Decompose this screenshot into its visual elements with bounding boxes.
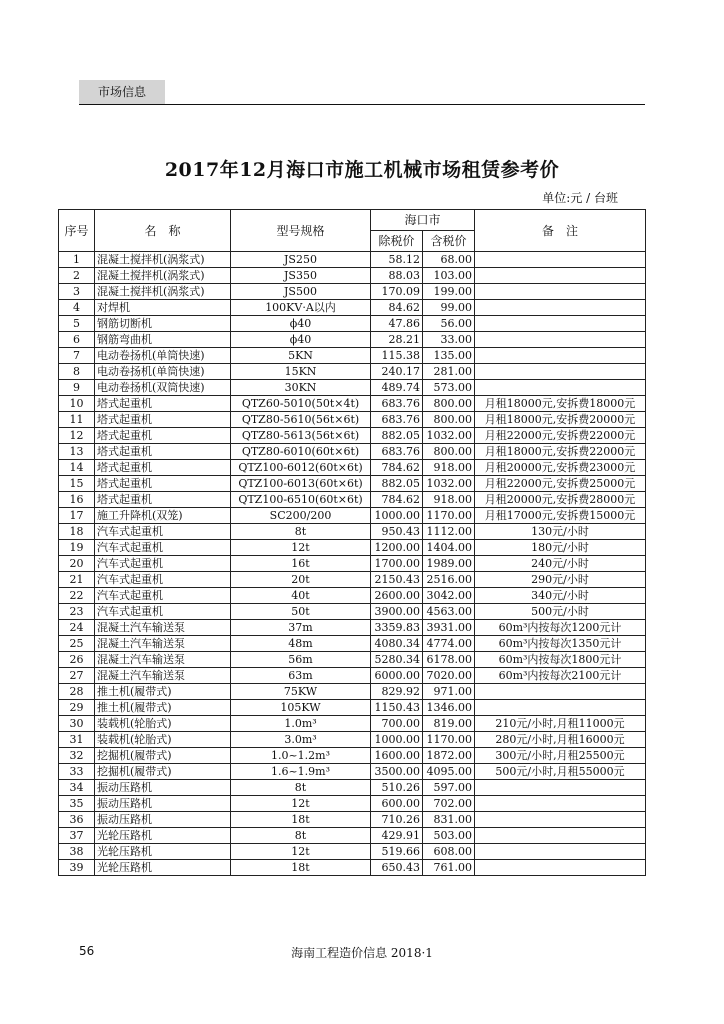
cell-pre-tax: 84.62: [371, 300, 423, 316]
cell-with-tax: 56.00: [423, 316, 475, 332]
cell-with-tax: 761.00: [423, 860, 475, 876]
cell-remark: 月租22000元,安拆费25000元: [475, 476, 646, 492]
cell-name: 汽车式起重机: [95, 604, 231, 620]
header-model: 型号规格: [231, 210, 371, 252]
cell-model: ϕ40: [231, 316, 371, 332]
cell-seq: 18: [59, 524, 95, 540]
cell-with-tax: 800.00: [423, 412, 475, 428]
cell-model: 15KN: [231, 364, 371, 380]
cell-name: 推土机(履带式): [95, 684, 231, 700]
cell-pre-tax: 489.74: [371, 380, 423, 396]
cell-name: 混凝土汽车输送泵: [95, 668, 231, 684]
cell-remark: 月租22000元,安拆费22000元: [475, 428, 646, 444]
table-row: [59, 620, 646, 636]
cell-name: 振动压路机: [95, 812, 231, 828]
cell-seq: 13: [59, 444, 95, 460]
cell-with-tax: 1170.00: [423, 732, 475, 748]
cell-model: 8t: [231, 524, 371, 540]
cell-remark: 月租18000元,安拆费18000元: [475, 396, 646, 412]
cell-model: 18t: [231, 812, 371, 828]
table-row: [59, 300, 646, 316]
table-row: [59, 540, 646, 556]
cell-name: 推土机(履带式): [95, 700, 231, 716]
cell-with-tax: 1872.00: [423, 748, 475, 764]
cell-remark: [475, 252, 646, 268]
cell-seq: 3: [59, 284, 95, 300]
cell-remark: [475, 316, 646, 332]
cell-model: 8t: [231, 780, 371, 796]
cell-name: 对焊机: [95, 300, 231, 316]
table-row: [59, 332, 646, 348]
cell-seq: 39: [59, 860, 95, 876]
cell-model: 48m: [231, 636, 371, 652]
cell-name: 塔式起重机: [95, 412, 231, 428]
cell-remark: [475, 268, 646, 284]
cell-with-tax: 99.00: [423, 300, 475, 316]
cell-seq: 21: [59, 572, 95, 588]
cell-seq: 22: [59, 588, 95, 604]
cell-model: 20t: [231, 572, 371, 588]
cell-pre-tax: 710.26: [371, 812, 423, 828]
cell-model: QTZ80-6010(60t×6t): [231, 444, 371, 460]
cell-with-tax: 1032.00: [423, 428, 475, 444]
cell-with-tax: 281.00: [423, 364, 475, 380]
cell-seq: 20: [59, 556, 95, 572]
cell-model: ϕ40: [231, 332, 371, 348]
table-row: [59, 572, 646, 588]
cell-seq: 17: [59, 508, 95, 524]
cell-model: 105KW: [231, 700, 371, 716]
cell-model: 50t: [231, 604, 371, 620]
cell-with-tax: 918.00: [423, 492, 475, 508]
cell-with-tax: 6178.00: [423, 652, 475, 668]
cell-remark: [475, 796, 646, 812]
table-row: [59, 700, 646, 716]
cell-name: 挖掘机(履带式): [95, 748, 231, 764]
cell-remark: [475, 380, 646, 396]
cell-name: 混凝土汽车输送泵: [95, 620, 231, 636]
cell-name: 汽车式起重机: [95, 572, 231, 588]
cell-model: 56m: [231, 652, 371, 668]
cell-pre-tax: 5280.34: [371, 652, 423, 668]
cell-pre-tax: 950.43: [371, 524, 423, 540]
cell-remark: 月租18000元,安拆费22000元: [475, 444, 646, 460]
cell-name: 装载机(轮胎式): [95, 716, 231, 732]
cell-pre-tax: 6000.00: [371, 668, 423, 684]
cell-name: 光轮压路机: [95, 828, 231, 844]
cell-remark: 300元/小时,月租25500元: [475, 748, 646, 764]
cell-with-tax: 1112.00: [423, 524, 475, 540]
table-row: [59, 652, 646, 668]
cell-model: 12t: [231, 540, 371, 556]
table-row: [59, 780, 646, 796]
cell-seq: 37: [59, 828, 95, 844]
cell-seq: 23: [59, 604, 95, 620]
header-pre-tax: 除税价: [371, 231, 423, 252]
cell-pre-tax: 429.91: [371, 828, 423, 844]
cell-seq: 9: [59, 380, 95, 396]
cell-name: 振动压路机: [95, 796, 231, 812]
cell-pre-tax: 784.62: [371, 460, 423, 476]
cell-pre-tax: 115.38: [371, 348, 423, 364]
section-tab: 市场信息: [79, 80, 165, 104]
cell-with-tax: 971.00: [423, 684, 475, 700]
cell-with-tax: 7020.00: [423, 668, 475, 684]
cell-with-tax: 2516.00: [423, 572, 475, 588]
cell-name: 塔式起重机: [95, 396, 231, 412]
cell-with-tax: 4774.00: [423, 636, 475, 652]
cell-remark: 60m³内按每次2100元计: [475, 668, 646, 684]
cell-seq: 33: [59, 764, 95, 780]
cell-with-tax: 1404.00: [423, 540, 475, 556]
header-region: 海口市: [371, 210, 475, 231]
table-row: [59, 636, 646, 652]
cell-model: JS350: [231, 268, 371, 284]
cell-model: 63m: [231, 668, 371, 684]
cell-name: 光轮压路机: [95, 860, 231, 876]
cell-name: 塔式起重机: [95, 460, 231, 476]
cell-model: QTZ100-6013(60t×6t): [231, 476, 371, 492]
table-row: [59, 828, 646, 844]
cell-name: 塔式起重机: [95, 428, 231, 444]
cell-remark: 月租20000元,安拆费28000元: [475, 492, 646, 508]
price-table: [58, 209, 646, 876]
cell-name: 振动压路机: [95, 780, 231, 796]
cell-name: 汽车式起重机: [95, 540, 231, 556]
cell-name: 光轮压路机: [95, 844, 231, 860]
cell-remark: 60m³内按每次1200元计: [475, 620, 646, 636]
cell-name: 混凝土搅拌机(涡浆式): [95, 268, 231, 284]
cell-remark: [475, 684, 646, 700]
cell-model: SC200/200: [231, 508, 371, 524]
table-row: [59, 316, 646, 332]
cell-remark: [475, 828, 646, 844]
cell-with-tax: 1989.00: [423, 556, 475, 572]
cell-seq: 30: [59, 716, 95, 732]
cell-pre-tax: 3500.00: [371, 764, 423, 780]
table-row: [59, 428, 646, 444]
table-row: [59, 684, 646, 700]
cell-pre-tax: 882.05: [371, 476, 423, 492]
cell-seq: 16: [59, 492, 95, 508]
cell-with-tax: 4563.00: [423, 604, 475, 620]
cell-remark: 130元/小时: [475, 524, 646, 540]
cell-name: 汽车式起重机: [95, 556, 231, 572]
cell-model: QTZ80-5613(56t×6t): [231, 428, 371, 444]
cell-remark: [475, 812, 646, 828]
cell-remark: 280元/小时,月租16000元: [475, 732, 646, 748]
cell-seq: 26: [59, 652, 95, 668]
cell-name: 塔式起重机: [95, 492, 231, 508]
table-row: [59, 396, 646, 412]
table-row: [59, 812, 646, 828]
publication-name: 海南工程造价信息 2018·1: [291, 946, 433, 960]
cell-pre-tax: 1000.00: [371, 508, 423, 524]
cell-name: 汽车式起重机: [95, 588, 231, 604]
header-with-tax: 含税价: [423, 231, 475, 252]
cell-model: 1.0m³: [231, 716, 371, 732]
header-name: 名 称: [95, 210, 231, 252]
cell-model: 16t: [231, 556, 371, 572]
cell-pre-tax: 683.76: [371, 444, 423, 460]
cell-name: 钢筋弯曲机: [95, 332, 231, 348]
cell-name: 装载机(轮胎式): [95, 732, 231, 748]
cell-name: 混凝土汽车输送泵: [95, 636, 231, 652]
cell-pre-tax: 700.00: [371, 716, 423, 732]
table-row: [59, 860, 646, 876]
cell-name: 塔式起重机: [95, 476, 231, 492]
cell-with-tax: 135.00: [423, 348, 475, 364]
cell-model: QTZ100-6012(60t×6t): [231, 460, 371, 476]
cell-seq: 4: [59, 300, 95, 316]
cell-seq: 1: [59, 252, 95, 268]
table-row: [59, 252, 646, 268]
table-row: [59, 524, 646, 540]
cell-with-tax: 503.00: [423, 828, 475, 844]
cell-model: 37m: [231, 620, 371, 636]
cell-remark: [475, 348, 646, 364]
cell-pre-tax: 2150.43: [371, 572, 423, 588]
cell-remark: [475, 284, 646, 300]
cell-remark: 290元/小时: [475, 572, 646, 588]
table-row: [59, 348, 646, 364]
cell-remark: 60m³内按每次1350元计: [475, 636, 646, 652]
cell-pre-tax: 882.05: [371, 428, 423, 444]
cell-model: JS500: [231, 284, 371, 300]
cell-pre-tax: 1150.43: [371, 700, 423, 716]
cell-seq: 8: [59, 364, 95, 380]
header-remark: 备 注: [475, 210, 646, 252]
cell-with-tax: 702.00: [423, 796, 475, 812]
cell-model: 12t: [231, 796, 371, 812]
table-row: [59, 668, 646, 684]
cell-remark: 60m³内按每次1800元计: [475, 652, 646, 668]
cell-pre-tax: 47.86: [371, 316, 423, 332]
cell-pre-tax: 88.03: [371, 268, 423, 284]
cell-pre-tax: 650.43: [371, 860, 423, 876]
cell-pre-tax: 1200.00: [371, 540, 423, 556]
cell-seq: 24: [59, 620, 95, 636]
unit-note: 单位:元 / 台班: [542, 191, 618, 205]
cell-model: 40t: [231, 588, 371, 604]
cell-with-tax: 573.00: [423, 380, 475, 396]
table-row: [59, 508, 646, 524]
cell-with-tax: 3931.00: [423, 620, 475, 636]
cell-remark: [475, 860, 646, 876]
cell-name: 钢筋切断机: [95, 316, 231, 332]
cell-remark: [475, 364, 646, 380]
cell-model: 1.0~1.2m³: [231, 748, 371, 764]
cell-remark: 月租18000元,安拆费20000元: [475, 412, 646, 428]
table-row: [59, 588, 646, 604]
cell-with-tax: 608.00: [423, 844, 475, 860]
cell-seq: 34: [59, 780, 95, 796]
cell-remark: 340元/小时: [475, 588, 646, 604]
cell-remark: 月租17000元,安拆费15000元: [475, 508, 646, 524]
cell-remark: [475, 300, 646, 316]
table-row: [59, 732, 646, 748]
cell-with-tax: 68.00: [423, 252, 475, 268]
page-title: 2017年12月海口市施工机械市场租赁参考价: [164, 159, 560, 181]
cell-seq: 32: [59, 748, 95, 764]
cell-seq: 6: [59, 332, 95, 348]
cell-model: QTZ80-5610(56t×6t): [231, 412, 371, 428]
cell-model: 3.0m³: [231, 732, 371, 748]
cell-with-tax: 918.00: [423, 460, 475, 476]
cell-name: 施工升降机(双笼): [95, 508, 231, 524]
cell-pre-tax: 58.12: [371, 252, 423, 268]
table-row: [59, 476, 646, 492]
cell-seq: 19: [59, 540, 95, 556]
table-header-row: [59, 210, 646, 231]
table-row: [59, 492, 646, 508]
cell-pre-tax: 4080.34: [371, 636, 423, 652]
cell-model: 100KV·A以内: [231, 300, 371, 316]
cell-seq: 36: [59, 812, 95, 828]
cell-remark: 500元/小时: [475, 604, 646, 620]
cell-name: 挖掘机(履带式): [95, 764, 231, 780]
cell-pre-tax: 683.76: [371, 396, 423, 412]
cell-seq: 28: [59, 684, 95, 700]
cell-pre-tax: 3900.00: [371, 604, 423, 620]
cell-with-tax: 4095.00: [423, 764, 475, 780]
cell-seq: 7: [59, 348, 95, 364]
header-seq: 序号: [59, 210, 95, 252]
header-divider: [79, 104, 645, 105]
cell-model: QTZ60-5010(50t×4t): [231, 396, 371, 412]
cell-model: QTZ100-6510(60t×6t): [231, 492, 371, 508]
cell-name: 电动卷扬机(单筒快速): [95, 348, 231, 364]
cell-pre-tax: 683.76: [371, 412, 423, 428]
table-row: [59, 444, 646, 460]
cell-pre-tax: 1000.00: [371, 732, 423, 748]
cell-with-tax: 800.00: [423, 396, 475, 412]
cell-remark: [475, 780, 646, 796]
cell-seq: 5: [59, 316, 95, 332]
cell-pre-tax: 28.21: [371, 332, 423, 348]
cell-seq: 2: [59, 268, 95, 284]
cell-pre-tax: 170.09: [371, 284, 423, 300]
cell-seq: 25: [59, 636, 95, 652]
cell-remark: [475, 332, 646, 348]
cell-with-tax: 800.00: [423, 444, 475, 460]
cell-remark: 180元/小时: [475, 540, 646, 556]
cell-remark: 500元/小时,月租55000元: [475, 764, 646, 780]
cell-pre-tax: 600.00: [371, 796, 423, 812]
cell-with-tax: 1346.00: [423, 700, 475, 716]
cell-model: 18t: [231, 860, 371, 876]
cell-with-tax: 199.00: [423, 284, 475, 300]
cell-with-tax: 1032.00: [423, 476, 475, 492]
cell-model: 5KN: [231, 348, 371, 364]
cell-pre-tax: 519.66: [371, 844, 423, 860]
table-row: [59, 284, 646, 300]
table-row: [59, 716, 646, 732]
cell-with-tax: 819.00: [423, 716, 475, 732]
cell-remark: [475, 700, 646, 716]
cell-seq: 29: [59, 700, 95, 716]
table-body: [59, 252, 646, 876]
cell-pre-tax: 2600.00: [371, 588, 423, 604]
cell-model: 1.6~1.9m³: [231, 764, 371, 780]
cell-with-tax: 33.00: [423, 332, 475, 348]
cell-seq: 35: [59, 796, 95, 812]
cell-name: 电动卷扬机(双筒快速): [95, 380, 231, 396]
cell-name: 混凝土汽车输送泵: [95, 652, 231, 668]
table-row: [59, 380, 646, 396]
cell-name: 混凝土搅拌机(涡浆式): [95, 284, 231, 300]
cell-seq: 38: [59, 844, 95, 860]
table-row: [59, 364, 646, 380]
cell-model: 12t: [231, 844, 371, 860]
cell-pre-tax: 240.17: [371, 364, 423, 380]
table-row: [59, 268, 646, 284]
table-row: [59, 748, 646, 764]
cell-remark: [475, 844, 646, 860]
cell-seq: 10: [59, 396, 95, 412]
cell-remark: 240元/小时: [475, 556, 646, 572]
cell-model: JS250: [231, 252, 371, 268]
table-row: [59, 796, 646, 812]
page-number: 56: [79, 944, 95, 958]
cell-seq: 12: [59, 428, 95, 444]
cell-name: 混凝土搅拌机(涡浆式): [95, 252, 231, 268]
cell-pre-tax: 510.26: [371, 780, 423, 796]
cell-with-tax: 597.00: [423, 780, 475, 796]
cell-with-tax: 831.00: [423, 812, 475, 828]
table-row: [59, 412, 646, 428]
cell-model: 75KW: [231, 684, 371, 700]
cell-pre-tax: 1600.00: [371, 748, 423, 764]
table-row: [59, 844, 646, 860]
cell-pre-tax: 784.62: [371, 492, 423, 508]
cell-model: 8t: [231, 828, 371, 844]
table-row: [59, 460, 646, 476]
table-row: [59, 556, 646, 572]
cell-seq: 27: [59, 668, 95, 684]
cell-with-tax: 103.00: [423, 268, 475, 284]
cell-pre-tax: 3359.83: [371, 620, 423, 636]
cell-name: 塔式起重机: [95, 444, 231, 460]
table-row: [59, 764, 646, 780]
cell-pre-tax: 829.92: [371, 684, 423, 700]
cell-with-tax: 3042.00: [423, 588, 475, 604]
cell-name: 汽车式起重机: [95, 524, 231, 540]
cell-pre-tax: 1700.00: [371, 556, 423, 572]
cell-name: 电动卷扬机(单筒快速): [95, 364, 231, 380]
table-row: [59, 604, 646, 620]
cell-seq: 14: [59, 460, 95, 476]
cell-seq: 31: [59, 732, 95, 748]
cell-with-tax: 1170.00: [423, 508, 475, 524]
cell-model: 30KN: [231, 380, 371, 396]
cell-seq: 15: [59, 476, 95, 492]
cell-remark: 月租20000元,安拆费23000元: [475, 460, 646, 476]
cell-seq: 11: [59, 412, 95, 428]
cell-remark: 210元/小时,月租11000元: [475, 716, 646, 732]
